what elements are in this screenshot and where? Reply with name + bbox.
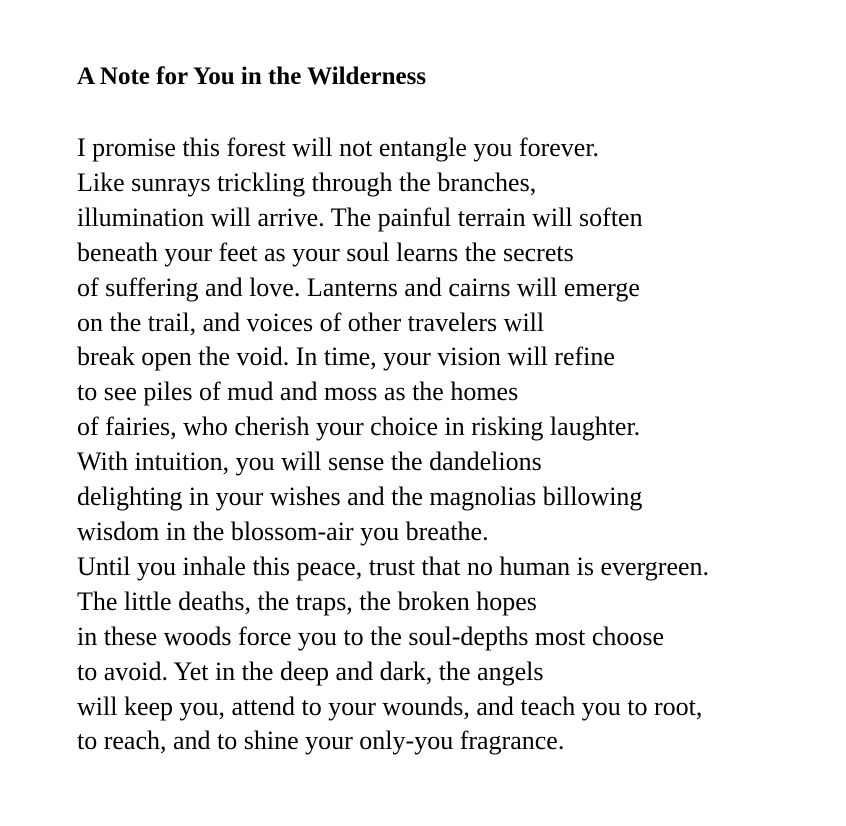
poem-line: delighting in your wishes and the magnolias billowing	[77, 482, 643, 512]
poem-title: A Note for You in the Wilderness	[77, 63, 427, 90]
poem-line: to see piles of mud and moss as the homes	[77, 377, 519, 407]
poem-line: will keep you, attend to your wounds, and teach you to root,	[77, 691, 703, 721]
poem-line: beneath your feet as your soul learns the secrets	[77, 237, 574, 267]
poem-line: I promise this forest will not entangle you forever.	[77, 133, 600, 162]
poem-line: to avoid. Yet in the deep and dark, the angels	[77, 656, 544, 686]
poem-body	[77, 131, 709, 759]
poem-line: Until you inhale this peace, trust that no human is evergreen.	[77, 551, 710, 581]
poem-line: wisdom in the blossom-air you breathe.	[77, 516, 489, 546]
poem-line: break open the void. In time, your vision will refine	[77, 342, 615, 372]
poem-line: The little deaths, the traps, the broken hopes	[77, 586, 537, 616]
poem-line: illumination will arrive. The painful terrain will soften	[77, 202, 643, 232]
poem-line: of fairies, who cherish your choice in risking laughter.	[77, 412, 641, 442]
poem-line: to reach, and to shine your only-you fragrance.	[77, 726, 565, 756]
poem-line: in these woods force you to the soul-depths most choose	[77, 621, 665, 651]
poem-line: Like sunrays trickling through the branches,	[77, 167, 537, 197]
poem-line: With intuition, you will sense the dandelions	[77, 447, 542, 477]
poem-line: on the trail, and voices of other travelers will	[77, 307, 545, 337]
poem-line: of suffering and love. Lanterns and cairns will emerge	[77, 272, 640, 302]
